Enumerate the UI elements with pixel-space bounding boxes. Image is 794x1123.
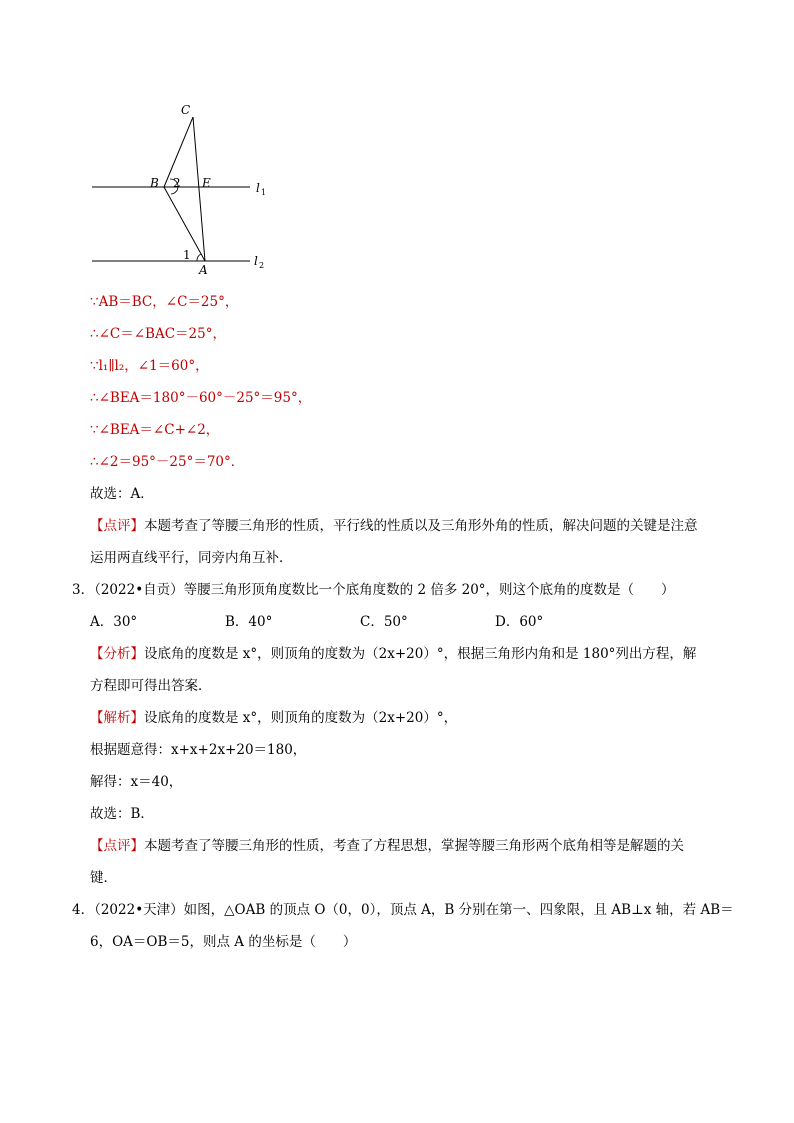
label-l1-subscript: 1 [261,188,267,197]
question-4-stem: 4．（2022•天津）如图，△OAB 的顶点 O（0，0），顶点 A，B 分别在第一、四象限，且 AB⊥x 轴，若 AB＝ [72,902,734,918]
solution-line [90,708,457,728]
comment-line [90,836,684,856]
comment-line: 运用两直线平行，同旁内角互补． [90,550,293,566]
comment-text: 本题考查了等腰三角形的性质，平行线的性质以及三角形外角的性质，解决问题的关键是注意 [144,518,698,534]
answer-line: 故选：B． [90,806,154,822]
label-angle-2: 2 [173,176,181,190]
solution-line: ∵∠BEA＝∠C+∠2， [90,422,220,438]
comment-text: 本题考查了等腰三角形的性质，考查了方程思想，掌握等腰三角形两个底角相等是解题的关 [144,838,684,854]
angle-1-arc [197,254,201,261]
question-3-options [90,612,543,632]
option-b[interactable]: B．40° [225,614,273,630]
comment-tag: 【点评】 [90,518,144,534]
solution-line: ∵AB＝BC，∠C＝25°， [90,294,239,310]
label-A: A [199,263,208,277]
comment-line: 键． [90,870,117,886]
label-B: B [150,176,159,190]
label-angle-1: 1 [183,248,191,262]
question-3-stem: 3．（2022•自贡）等腰三角形顶角度数比一个底角度数的 2 倍多 20°，则这个底角的度数是（ ） [72,582,675,598]
question-4-stem: 6，OA＝OB＝5，则点 A 的坐标是（ ） [90,934,357,950]
label-l1: l [256,181,260,195]
solution-line: ∴∠C＝∠BAC＝25°， [90,326,226,342]
label-l2-subscript: 2 [259,261,265,270]
option-c[interactable]: C．50° [360,614,408,630]
label-C: C [181,103,191,117]
solution-line: ∴∠2＝95°－25°＝70°． [90,454,245,470]
geometry-figure [88,98,278,278]
analysis-line: 方程即可得出答案． [90,678,212,694]
solution-line: 根据题意得：x+x+2x+20＝180， [90,742,307,758]
analysis-line [90,644,696,664]
answer-line: 故选：A． [90,486,154,502]
solution-line: ∴∠BEA＝180°－60°－25°＝95°， [90,390,312,406]
comment-line [90,516,698,536]
solution-tag: 【解析】 [90,710,144,726]
solution-line: 解得：x＝40， [90,774,183,790]
solution-line: ∵l₁∥l₂，∠1＝60°， [90,358,209,374]
option-a[interactable]: A．30° [90,614,138,630]
label-l2: l [254,254,258,268]
analysis-text: 设底角的度数是 x°，则顶角的度数为（2x+20）°，根据三角形内角和是 180°列出方程，解 [144,646,697,662]
label-E: E [202,176,211,190]
option-d[interactable]: D．60° [495,614,544,630]
analysis-tag: 【分析】 [90,646,144,662]
comment-tag: 【点评】 [90,838,144,854]
solution-text: 设底角的度数是 x°，则顶角的度数为（2x+20）°， [144,710,458,726]
